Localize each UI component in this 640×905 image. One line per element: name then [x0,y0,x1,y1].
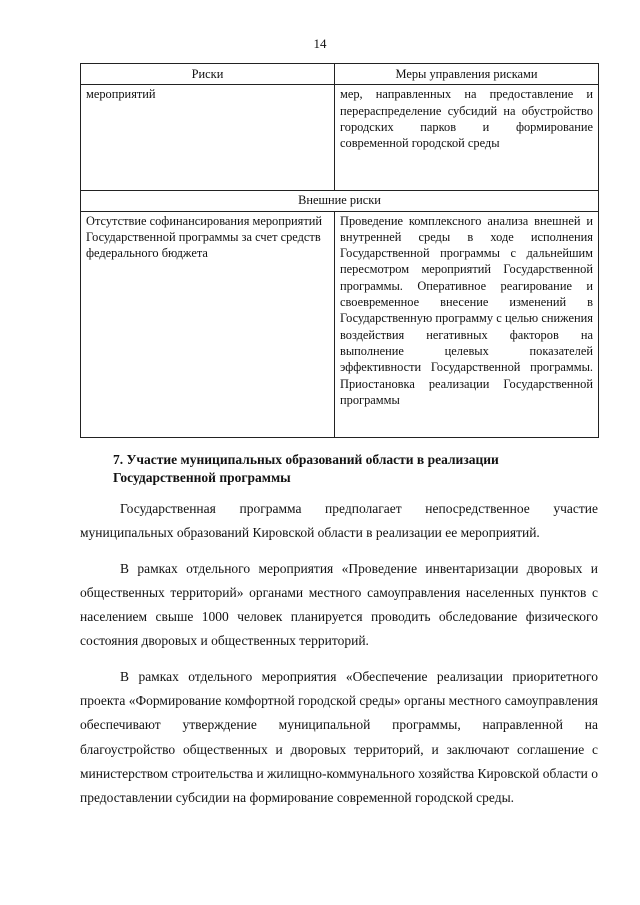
measure-cell: Проведение комплексного анализа внешней и внутренней среды в ходе исполнения Государственной программы с дальнейшим пересмотром мероприятий Государственной программы. Оперативное реагирование и своевременное внесение изменений в Государственную программу с целью снижения воздействия негативных факторов на выполнение целевых показателей эффективности Государственной программы. Приостановка реализации Государственной программы [335,211,599,437]
table-section-row [81,191,599,211]
page-number: 14 [313,36,327,51]
risk-cell: мероприятий [81,85,335,191]
table-row [81,211,599,437]
table-row [81,85,599,191]
header-measures: Меры управления рисками [335,64,599,85]
header-risks: Риски [81,64,335,85]
section-heading: 7. Участие муниципальных образований области в реализации Государственной программы [113,452,499,485]
table-header-row [81,64,599,85]
section-label-external-risks: Внешние риски [81,191,599,211]
paragraph: В рамках отдельного мероприятия «Обеспечение реализации приоритетного проекта «Формирование комфортной городской среды» органы местного самоуправления обеспечивают утверждение муниципальной программы, направленной на благоустройство общественных и дворовых территорий, и заключают соглашение с министерством строительства и жилищно-коммунального хозяйства Кировской области о предоставлении субсидии на формирование современной городской среды. [80,668,598,806]
risk-cell: Отсутствие софинансирования мероприятий Государственной программы за счет средств федерального бюджета [81,211,335,437]
section-body [80,497,598,822]
paragraph: Государственная программа предполагает непосредственное участие муниципальных образований Кировской области в реализации ее мероприятий. [80,501,598,541]
measure-cell: мер, направленных на предоставление и перераспределение субсидий на обустройство городских парков и формирование современной городской среды [335,85,599,191]
paragraph: В рамках отдельного мероприятия «Проведение инвентаризации дворовых и общественных территорий» органами местного самоуправления населенных пунктов с населением свыше 1000 человек планируется проводить обследование физического состояния дворовых и общественных территорий. [80,560,598,649]
risk-table [80,63,599,438]
